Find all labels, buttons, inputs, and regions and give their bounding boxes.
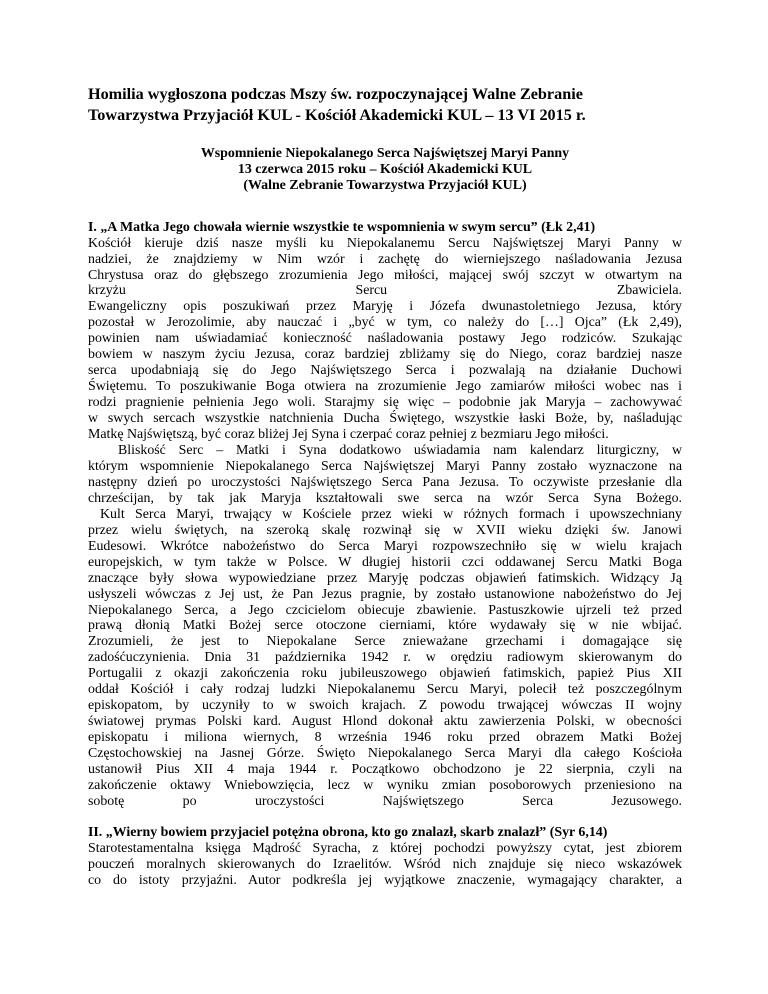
text-line: zadośćuczynienia. Dnia 31 października 1942 r. w orędziu radiowym skierowanym do bbox=[88, 650, 682, 666]
section-2 bbox=[88, 825, 682, 889]
occasion-subtitle bbox=[88, 146, 682, 195]
text-line: bowiem w naszym życiu Jezusa, coraz bardziej zbliżamy się do Niego, coraz bardziej nasze bbox=[88, 347, 682, 363]
text-line: Eudesowi. Wkrótce nabożeństwo do Serca Maryi rozpowszechniło się w wielu krajach bbox=[88, 538, 682, 554]
section-1-heading: I. „A Matka Jego chowała wiernie wszystkie te wspomnienia w swym sercu” (Łk 2,41) bbox=[88, 219, 596, 235]
homily-title bbox=[88, 84, 682, 126]
text-line: krzyżu Sercu Zbawiciela. bbox=[88, 283, 682, 299]
section-2-heading: II. „Wierny bowiem przyjaciel potężna obrona, kto go znalazł, skarb znalazł” (Syr 6,14) bbox=[88, 824, 608, 840]
text-line: co do istoty przyjaźni. Autor podkreśla jej wyjątkowe znaczenie, wymagający charakter, a bbox=[88, 872, 682, 888]
text-line: powinien nam uświadamiać konieczność naśladowania postawy Jego rodziców. Szukając bbox=[88, 331, 682, 347]
section-1-body bbox=[88, 236, 682, 810]
section-2-body bbox=[88, 841, 682, 889]
text-line: następny dzień po uroczystości Najświętszego Serca Pana Jezusa. To oczywiste przesłanie dla bbox=[88, 474, 682, 490]
title-line-2: Towarzystwa Przyjaciół KUL - Kościół Akademicki KUL – 13 VI 2015 r. bbox=[88, 106, 586, 124]
text-line: Niepokalanego Serca, a Jego czcicielom obiecuje zbawienie. Pastuszkowie ujrzeli też przed bbox=[88, 602, 682, 618]
text-line: przez wielu świętych, na szeroką skalę rozwinął się w XVII wieku dzięki św. Janowi bbox=[88, 522, 682, 538]
subtitle-line-3: (Walne Zebranie Towarzystwa Przyjaciół KUL) bbox=[243, 178, 527, 194]
text-line: episkopatom, by uczyniły to w swoich krajach. Z powodu trwającej wówczas II wojny bbox=[88, 698, 682, 714]
text-line: europejskich, w tym także w Polsce. W długiej historii czci oddawanej Sercu Matki Boga bbox=[88, 554, 682, 570]
text-line: Zrozumieli, że jest to Niepokalane Serce znieważane grzechami i domagające się bbox=[88, 634, 682, 650]
subtitle-line-1: Wspomnienie Niepokalanego Serca Najświętszej Maryi Panny bbox=[200, 146, 570, 161]
text-line: Ewangeliczny opis poszukiwań przez Maryję i Józefa dwunastoletniego Jezusa, który bbox=[88, 299, 682, 315]
text-line: ustanowił Pius XII 4 maja 1944 r. Początkowo obchodzono je 22 sierpnia, czyli na bbox=[88, 762, 682, 778]
text-line: Częstochowskiej na Jasnej Górze. Święto Niepokalanego Serca Maryi dla całego Kościoła bbox=[88, 746, 682, 762]
text-line: chrześcijan, by tak jak Maryja kształtowali swe serca na wzór Serca Syna Bożego. bbox=[88, 490, 682, 506]
text-line: Starotestamentalna księga Mądrość Syracha, z której pochodzi powyższy cytat, jest zbiorem bbox=[88, 840, 682, 856]
text-line: Kult Serca Maryi, trwający w Kościele przez wieki w różnych formach i upowszechniany bbox=[100, 506, 682, 522]
text-line: Chrystusa oraz do głębszego zrozumienia Jego miłości, mającej swój szczyt w otwartym na bbox=[88, 267, 682, 283]
text-line: pouczeń moralnych skierowanych do Izraelitów. Wśród nich znajduje się nieco wskazówek bbox=[88, 856, 682, 872]
text-line: Kościół kieruje dziś nasze myśli ku Niepokalanemu Sercu Najświętszej Maryi Panny w bbox=[88, 235, 682, 251]
text-line: pozostał w Jerozolimie, aby nauczać i „być w tym, co należy do […] Ojca” (Łk 2,49), bbox=[88, 315, 682, 331]
text-line: Bliskość Serc – Matki i Syna dodatkowo uświadamia nam kalendarz liturgiczny, w bbox=[118, 443, 682, 458]
text-line: usłyszeli wówczas z Jej ust, że Pan Jezus pragnie, by zostało ustanowione nabożeństwo do Jej bbox=[88, 586, 682, 602]
section-1 bbox=[88, 220, 682, 810]
text-line: nadziei, że znajdziemy w Nim wzór i zachętę do wierniejszego naśladowania Jezusa bbox=[88, 251, 682, 267]
text-line: episkopatu i miliona wiernych, 8 września 1946 roku przed obrazem Matki Bożej bbox=[88, 730, 682, 746]
text-line: rodzi pragnienie pełnienia Jego woli. Starajmy się więc – podobnie jak Maryja – zachowywać bbox=[88, 395, 682, 411]
text-line: którym wspomnienie Niepokalanego Serca Najświętszej Maryi Panny zostało wyznaczone na bbox=[88, 458, 682, 474]
text-line: serca upodabniają się do Jego Najświętszego Serca i pozwalają na działanie Duchowi bbox=[88, 363, 682, 379]
text-line: światowej prymas Polski kard. August Hlond dokonał aktu zawierzenia Polski, w obecności bbox=[88, 714, 682, 730]
text-line: Świętemu. To poszukiwanie Boga otwiera na zrozumienie Jego zamiarów miłości wobec nas i bbox=[88, 379, 682, 395]
text-line: oddał Kościół i cały rodzaj ludzki Niepokalanemu Sercu Maryi, polecił też poszczególnym bbox=[88, 682, 682, 698]
text-line: zakończenie oktawy Wniebowzięcia, lecz w wyniku zmian posoborowych przeniesiono na bbox=[88, 778, 682, 794]
subtitle-line-2: 13 czerwca 2015 roku – Kościół Akademicki KUL bbox=[237, 162, 533, 178]
text-line: prawą dłonią Matki Bożej serce otoczone cierniami, które wydawały się w nie wbijać. bbox=[88, 618, 682, 634]
text-line: Portugalii z okazji zakończenia roku jubileuszowego objawień fatimskich, papież Pius XII bbox=[88, 666, 682, 682]
text-line: w swych sercach wszystkie natchnienia Ducha Świętego, wszystkie łaski Boże, by, naśladując bbox=[88, 411, 682, 427]
title-line-1: Homilia wygłoszona podczas Mszy św. rozpoczynającej Walne Zebranie bbox=[88, 85, 583, 103]
text-line: Matkę Najświętszą, być coraz bliżej Jej Syna i czerpać coraz pełniej z bezmiaru Jego miłości. bbox=[88, 427, 609, 443]
text-line: sobotę po uroczystości Najświętszego Serca Jezusowego. bbox=[88, 793, 682, 809]
text-line: znaczące były słowa wypowiedziane przez Maryję podczas objawień fatimskich. Widzący Ją bbox=[88, 570, 682, 586]
